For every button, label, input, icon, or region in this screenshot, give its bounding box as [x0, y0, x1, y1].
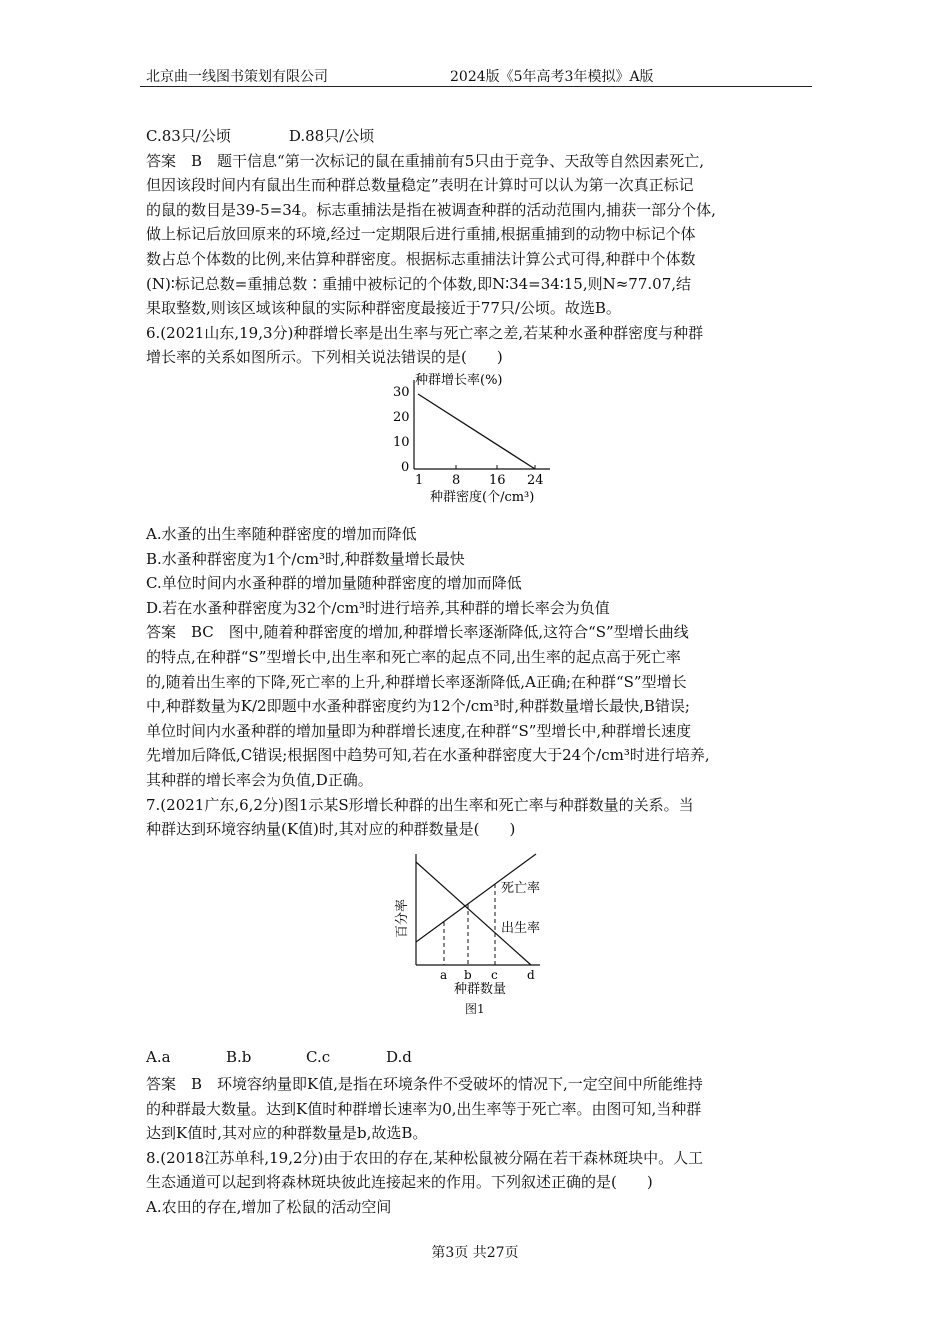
text-line: 做上标记后放回原来的环境,经过一定期限后进行重捕,根据重捕到的动物中标记个体 [146, 225, 696, 244]
option-a: A.水蚤的出生率随种群密度的增加而降低 [146, 525, 417, 543]
text-line: 其种群的增长率会为负值,D正确。 [146, 770, 373, 789]
y-tick-20: 20 [393, 410, 410, 425]
birth-rate-label: 出生率 [501, 921, 541, 936]
chart-x-label: 种群数量 [454, 982, 507, 997]
question-block-1 [146, 124, 812, 370]
x-tick-c: c [491, 968, 498, 982]
header-publisher: 北京曲一线图书策划有限公司 [146, 69, 328, 85]
text-line: 中,种群数量为K/2即题中水蚤种群密度约为12个/cm³时,种群数量增长最快,B错误; [146, 697, 690, 716]
option-d: D.88只/公顷 [288, 127, 375, 145]
option-c: C.c [306, 1048, 331, 1066]
options-cd [146, 124, 812, 149]
question-8-stem: 8.(2018江苏单科,19,2分)由于农田的存在,某种松鼠被分隔在若干森林斑块中。人工 [146, 1148, 704, 1167]
text-line: 单位时间内水蚤种群的增加量即为种群增长速度,在种群“S”型增长中,种群增长速度 [146, 721, 692, 740]
y-tick-10: 10 [393, 435, 410, 450]
page-header [140, 62, 812, 87]
question-7-options [146, 1048, 412, 1066]
question-6-options-and-answer [146, 522, 812, 842]
question-6-stem: 增长率的关系如图所示。下列相关说法错误的是( ) [146, 348, 503, 367]
y-tick-30: 30 [393, 385, 410, 400]
text-line: 先增加后降低,C错误;根据图中趋势可知,若在水蚤种群密度大于24个/cm³时进行培养, [146, 746, 710, 765]
option-b: B.b [226, 1048, 252, 1066]
text-line: 的种群最大数量。达到K值时种群增长速率为0,出生率等于死亡率。由图可知,当种群 [146, 1099, 702, 1118]
birth-death-rate-chart [370, 838, 570, 1018]
text-line: 答案 B 环境容纳量即K值,是指在环境条件不受破坏的情况下,一定空间中所能维持 [146, 1075, 703, 1093]
figure-caption: 图1 [465, 1002, 485, 1016]
text-line: 的鼠的数目是39-5=34。标志重捕法是指在被调查种群的活动范围内,捕获一部分个体, [146, 200, 716, 219]
text-line: 的,随着出生率的下降,死亡率的上升,种群增长率逐渐降低,A正确;在种群“S”型增长 [146, 672, 687, 691]
chart-y-label: 种群增长率(%) [415, 373, 503, 388]
x-tick-16: 16 [489, 473, 506, 488]
text-line: 但因该段时间内有鼠出生而种群总数量稳定”表明在计算时可以认为第一次真正标记 [146, 176, 694, 195]
page-footer: 第3页 共27页 [431, 1245, 519, 1261]
question-6-stem: 6.(2021山东,19,3分)种群增长率是出生率与死亡率之差,若某种水蚤种群密度与种群 [146, 323, 704, 342]
option-c: C.单位时间内水蚤种群的增加量随种群密度的增加而降低 [146, 574, 522, 593]
option-b: B.水蚤种群密度为1个/cm³时,种群数量增长最快 [146, 549, 465, 568]
chart-x-label: 种群密度(个/cm³) [430, 490, 535, 505]
growth-rate-series-line [418, 394, 535, 469]
option-d: D.若在水蚤种群密度为32个/cm³时进行培养,其种群的增长率会为负值 [146, 598, 610, 617]
option-a: A.a [146, 1048, 171, 1066]
text-line: 数占总个体数的比例,来估算种群密度。根据标志重捕法计算公式可得,种群中个体数 [146, 249, 696, 268]
question-8-stem: 生态通道可以起到将森林斑块彼此连接起来的作用。下列叙述正确的是( ) [146, 1173, 653, 1192]
y-tick-0: 0 [401, 460, 410, 475]
text-line: 达到K值时,其对应的种群数量是b,故选B。 [146, 1124, 428, 1143]
option-a: A.农田的存在,增加了松鼠的活动空间 [146, 1197, 392, 1216]
x-tick-d: d [527, 968, 535, 982]
header-book-title: 2024版《5年高考3年模拟》A版 [450, 69, 654, 85]
death-rate-label: 死亡率 [501, 881, 541, 896]
text-line: 果取整数,则该区域该种鼠的实际种群密度最接近于77只/公顷。故选B。 [146, 299, 621, 318]
x-tick-8: 8 [452, 473, 461, 488]
x-tick-1: 1 [415, 473, 424, 488]
x-tick-b: b [464, 968, 472, 982]
chart-y-label: 百分率 [395, 898, 410, 938]
question-7-answer-and-q8 [146, 1072, 812, 1220]
x-tick-a: a [440, 968, 448, 982]
text-line: (N)∶标记总数=重捕总数∶重捕中被标记的个体数,即N∶34=34∶15,则N≈77.07,结 [146, 274, 692, 293]
x-tick-24: 24 [527, 473, 544, 488]
question-7-stem: 7.(2021广东,6,2分)图1示某S形增长种群的出生率和死亡率与种群数量的关系。当 [146, 795, 694, 814]
text-line: 的特点,在种群“S”型增长中,出生率和死亡率的起点不同,出生率的起点高于死亡率 [146, 647, 681, 666]
growth-rate-chart [360, 372, 570, 517]
option-d: D.d [386, 1048, 412, 1066]
question-7-stem: 种群达到环境容纳量(K值)时,其对应的种群数量是( ) [146, 820, 516, 839]
text-line: 答案 B 题干信息“第一次标记的鼠在重捕前有5只由于竞争、天敌等自然因素死亡, [146, 151, 705, 170]
option-c: C.83只/公顷 [146, 127, 231, 145]
text-line: 答案 BC 图中,随着种群密度的增加,种群增长率逐渐降低,这符合“S”型增长曲线 [146, 623, 689, 642]
birth-rate-line [416, 862, 531, 965]
